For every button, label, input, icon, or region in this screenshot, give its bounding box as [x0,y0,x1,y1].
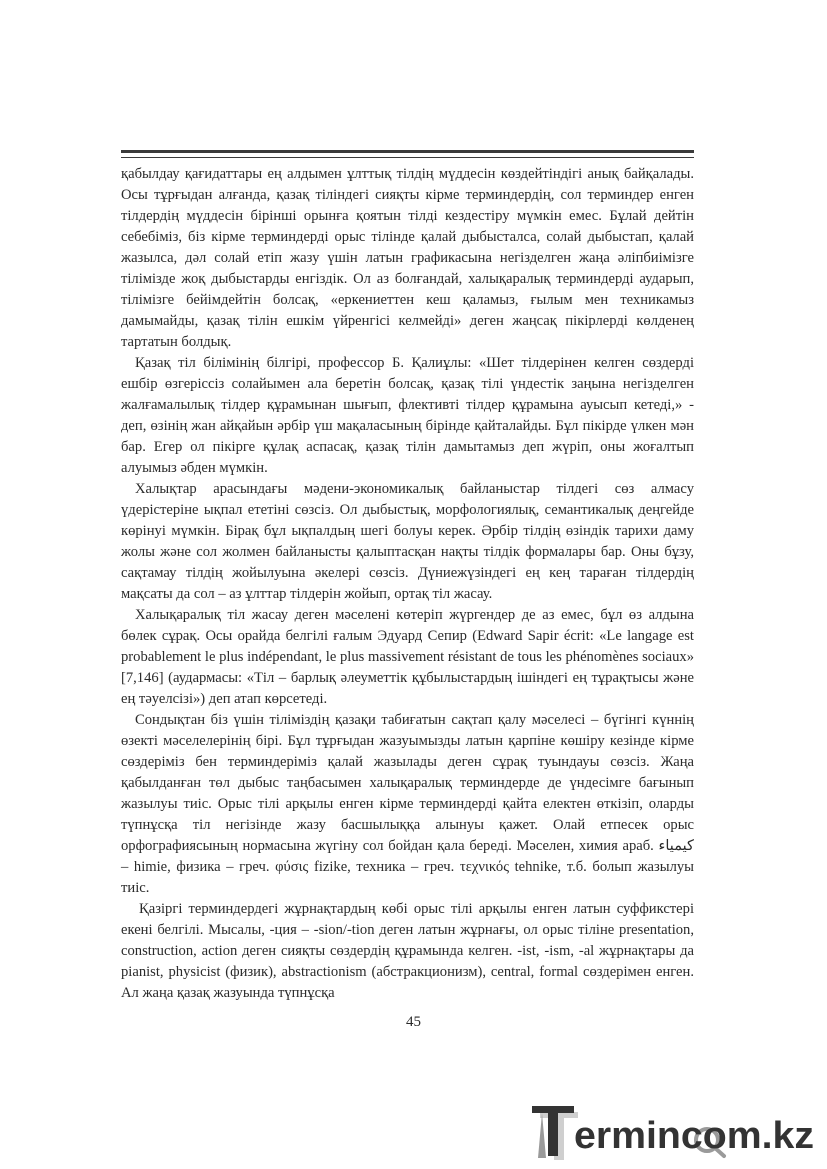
body-text [121,164,694,1004]
header-rule-thin [121,157,694,158]
paragraph: Қазіргі терминдердегі жұрнақтардың көбі орыс тілі арқылы енген латын суффикстері екені белгілі. Мысалы, -ция – -sion/-tion деген латын жұрнағы, ол орыс тіліне presentation, construction, action деген сияқты сөздердің құрамында келген. -ist, -ism, -al жұрнақтары да pianist, physicist (физик), abstractionism (абстракционизм), central, formal сөздерімен енген. Ал жаңа қазақ жазуында түпнұсқа [121,901,694,1001]
header-rule-thick [121,150,694,153]
page-number: 45 [406,1014,421,1030]
paragraph: Халықтар арасындағы мәдени-экономикалық байланыстар тілдегі сөз алмасу үдерістеріне ықпал ететіні сөзсіз. Ол дыбыстық, морфологиялық, семантикалық деңгейде көрінуі мүмкін. Бірақ бұл ықпалдың шегі болуы керек. Әрбір тілдің өзіндік тарихи даму жолы және сол жолмен байланысты қалыптасқан нақты тілдік формалары бар. Оны бұзу, сақтамау тілдің жойылуына әкелері сөзсіз. Дүниежүзіндегі ең кең тараған тілдердің мақсаты да сол – аз ұлттар тілдерін жойып, ортақ тіл жасау. [121,481,694,602]
logo-text: ermincom.kz [574,1115,814,1157]
paragraph: Қазақ тіл білімінің білгірі, профессор Б. Қалиұлы: «Шет тілдерінен келген сөздерді ешбір өзгеріссіз солайымен ала беретін болсақ, қазақ тілі үндестік заңына негізделген жалғамалылық тілдер құрамынан шығып, флективті тілдер құрамына ауысып кетеді,» - деп, өзінің жан айқайын әрбір үш мақаласының бірінде қайталайды. Бұл пікірде үлкен мән бар. Егер ол пікірге құлақ аспасақ, қазақ тілін дамытамыз деп жүріп, оны жоғалтып алуымыз әбден мүмкін. [121,355,694,476]
paragraph: Сондықтан біз үшін тіліміздің қазақи табиғатын сақтап қалу мәселесі – бүгінгі күннің өзекті мәселелерінің бірі. Бұл тұрғыдан жазуымызды латын қарпіне көшіру кезінде кірме сөздеріміз бен терминдеріміз қалай жазылады деген сұрақ туындауы сөзсіз. Жаңа қабылданған төл дыбыс таңбасымен халықаралық терминдерде де үндесімге бағынып жазылуы тиіс. Орыс тілі арқылы енген кірме терминдерді қайта електен өткізіп, оларды түпнұсқа тіл негізінде жазу басшылыққа алынуы қажет. Олай етпесек орыс орфографиясының нормасына жүгіну сол бойдан қала береді. Мәселен, химия араб. کیمیاء – himie, физика – греч. φύσις fizike, техника – греч. τεχνικός tehnike, т.б. болып жазылуы тиіс. [121,712,694,896]
termincom-logo [524,1098,820,1160]
paragraph: Халықаралық тіл жасау деген мәселені көтеріп жүргендер де аз емес, бұл өз алдына бөлек сұрақ. Осы орайда белгілі ғалым Эдуард Сепир (Edward Sapir écrit: «Le langage est probablement le plus indépendant, le plus massivement résistant de tous les phénomènes sociaux» [7,146] (аудармасы: «Тіл – барлық әлеуметтік құбылыстардың ішіндегі ең тұрақтысы және ең тәуелсізі») деп атап көрсетеді. [121,607,694,707]
paragraph: қабылдау қағидаттары ең алдымен ұлттық тілдің мүддесін көздейтіндігі анық байқалады. Осы тұрғыдан алғанда, қазақ тіліндегі сияқты кірме терминдердің, сол терминдер енген тілдердің мүддесін бірінші орынға қоятын тілді кездестіру мүмкін емес. Бұлай дейтін себебіміз, біз кірме терминдерді орыс тілінде қалай дыбысталса, солай дыбыстап, қалай жазылса, дәл солай етіп жазу үшін латын графикасына негізделген жаңа әліпбиімізге тілімізде жоқ дыбыстарды енгіздік. Ол аз болғандай, халықаралық терминдерді аударып, тілімізге бейімдейтін болсақ, «еркениеттен кеш қаламыз, ғылым мен техникамыз дамымайды, қазақ тілін ешкім үйренгісі келмейді» деген жаңсақ пікірлерді көлденең тартатын болдық. [121,166,694,350]
